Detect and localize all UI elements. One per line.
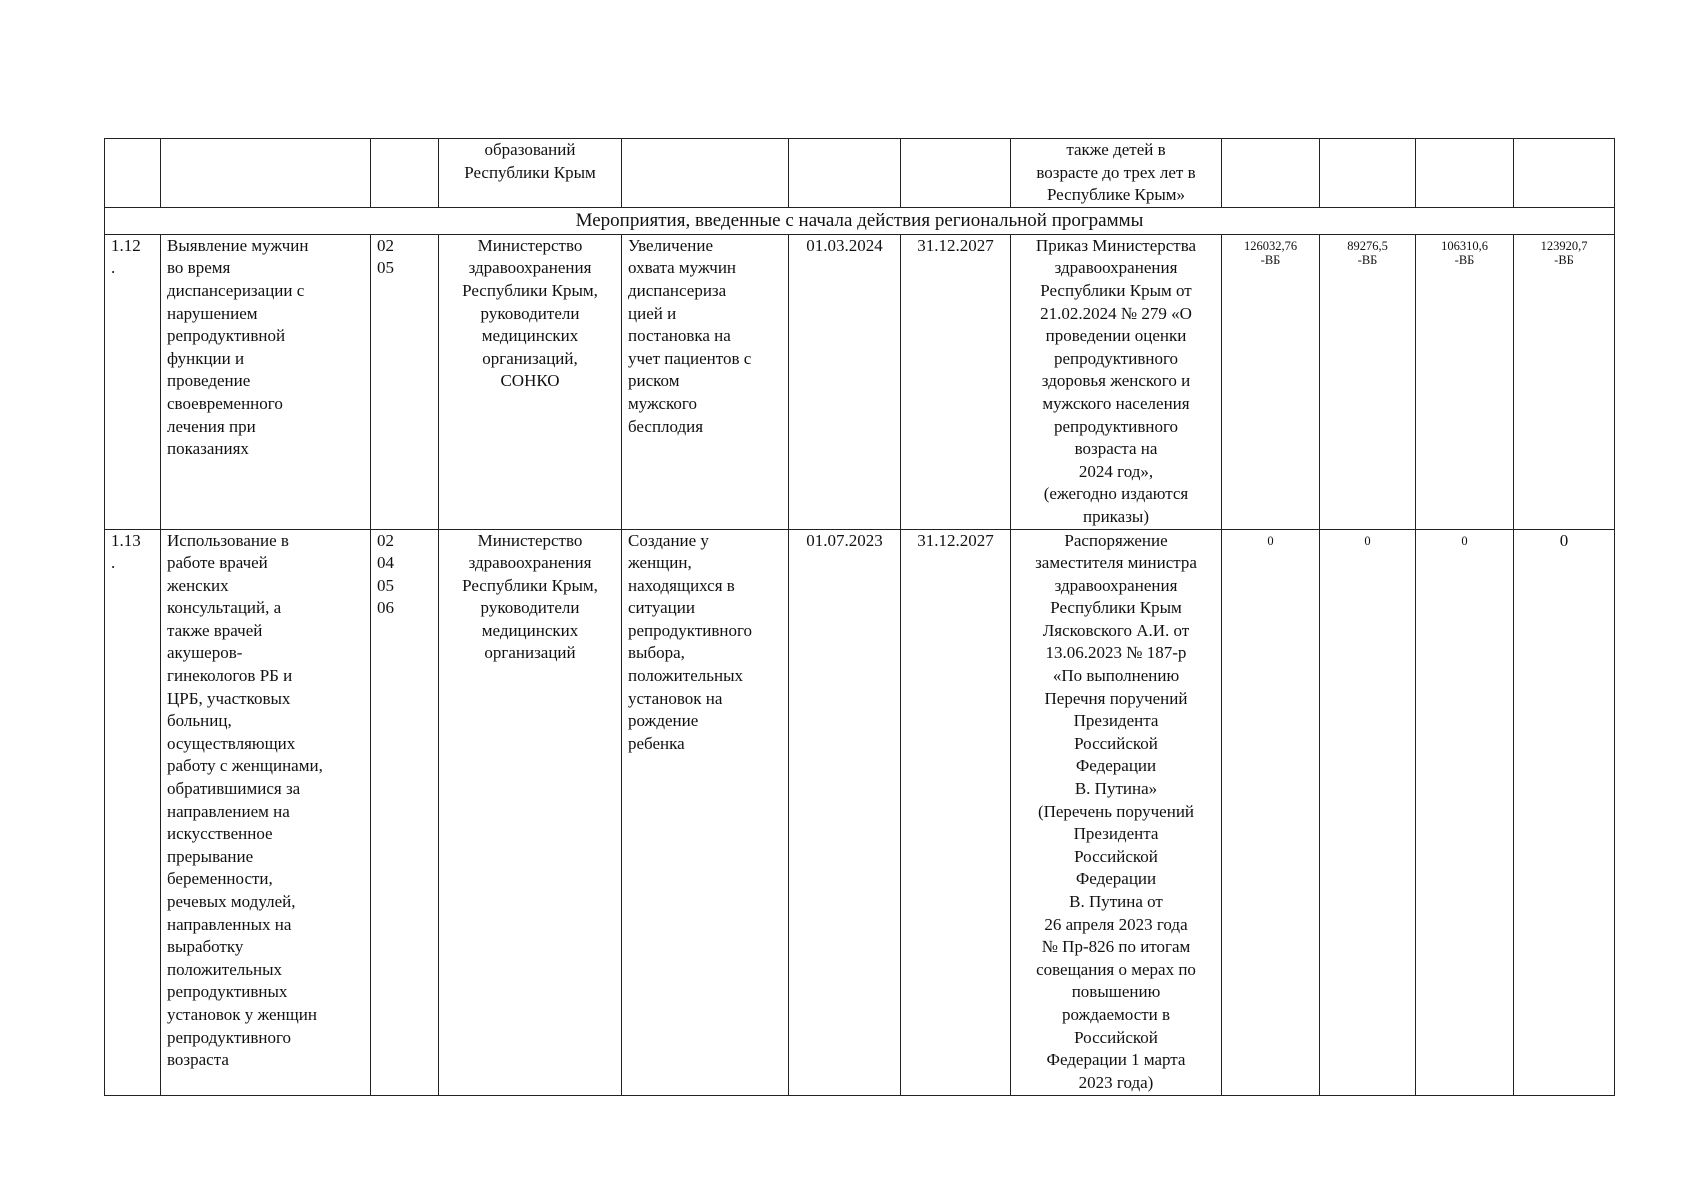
row-result: Создание у женщин, находящихся в ситуации репродуктивного выбора, положительных установок на рождение ребенка [622,529,789,1095]
cell-result [622,139,789,208]
row-funding-4: 123920,7 -ВБ [1514,234,1615,529]
row-funding-2: 0 [1320,529,1416,1095]
table-row [105,529,1615,1095]
cell-name [161,139,371,208]
cell-funding-4 [1514,139,1615,208]
section-title: Мероприятия, введенные с начала действия региональной программы [105,207,1615,234]
cell-executor: образований Республики Крым [439,139,622,208]
row-codes: 02 05 [371,234,439,529]
row-funding-1: 126032,76 -ВБ [1222,234,1320,529]
row-document: Распоряжение заместителя министра здравоохранения Республики Крым Лясковского А.И. от 13.06.2023 № 187-р «По выполнению Перечня поручений Президента Российской Федерации В. Путина» (Перечень поручений Президента Российской Федерации В. Путина от 26 апреля 2023 года № Пр-826 по итогам совещания о мерах по повышению рождаемости в Российской Федерации 1 марта 2023 года) [1011,529,1222,1095]
row-executor: Министерство здравоохранения Республики Крым, руководители медицинских организаций [439,529,622,1095]
row-measure-name: Использование в работе врачей женских консультаций, а также врачей акушеров- гинекологов РБ и ЦРБ, участковых больниц, осуществляющих работу с женщинами, обратившимися за направлением на искусственное прерывание беременности, речевых модулей, направленных на выработку положительных репродуктивных установок у женщин репродуктивного возраста [161,529,371,1095]
row-start-date: 01.07.2023 [789,529,901,1095]
measures-table [104,138,1615,1096]
cell-number [105,139,161,208]
row-end-date: 31.12.2027 [901,234,1011,529]
cell-end [901,139,1011,208]
row-funding-1: 0 [1222,529,1320,1095]
cell-funding-3 [1416,139,1514,208]
cell-start [789,139,901,208]
row-funding-3: 106310,6 -ВБ [1416,234,1514,529]
continuation-row [105,139,1615,208]
section-row [105,207,1615,234]
row-measure-name: Выявление мужчин во время диспансеризации с нарушением репродуктивной функции и проведение своевременного лечения при показаниях [161,234,371,529]
cell-funding-2 [1320,139,1416,208]
cell-codes [371,139,439,208]
cell-document: также детей в возрасте до трех лет в Республике Крым» [1011,139,1222,208]
row-number: 1.12 . [105,234,161,529]
cell-funding-1 [1222,139,1320,208]
row-funding-2: 89276,5 -ВБ [1320,234,1416,529]
row-document: Приказ Министерства здравоохранения Республики Крым от 21.02.2024 № 279 «О проведении оценки репродуктивного здоровья женского и мужского населения репродуктивного возраста на 2024 год», (ежегодно издаются приказы) [1011,234,1222,529]
row-start-date: 01.03.2024 [789,234,901,529]
table-row [105,234,1615,529]
row-codes: 02 04 05 06 [371,529,439,1095]
row-number: 1.13 . [105,529,161,1095]
row-funding-3: 0 [1416,529,1514,1095]
row-end-date: 31.12.2027 [901,529,1011,1095]
row-funding-4: 0 [1514,529,1615,1095]
row-executor: Министерство здравоохранения Республики Крым, руководители медицинских организаций, СОНКО [439,234,622,529]
row-result: Увеличение охвата мужчин диспансериза цией и постановка на учет пациентов с риском мужского бесплодия [622,234,789,529]
